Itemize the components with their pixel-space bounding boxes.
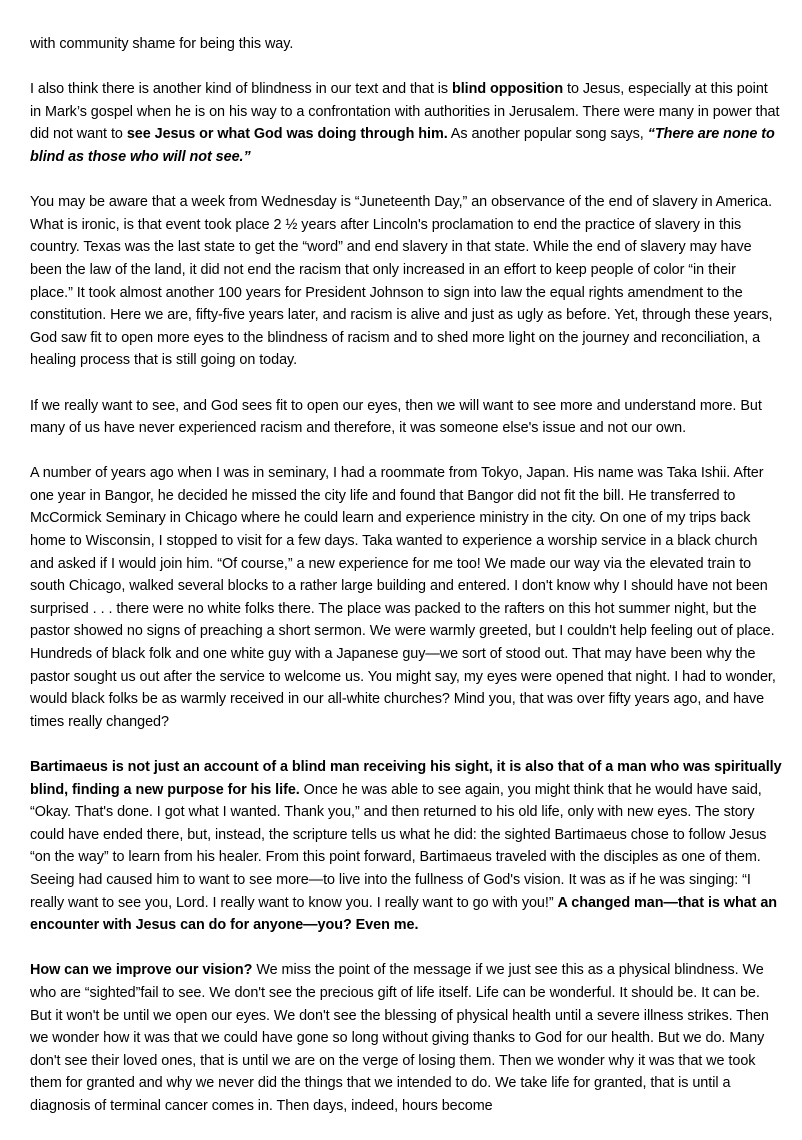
paragraph-text: A number of years ago when I was in seminary, I had a roommate from Tokyo, Japan. His name was Taka Ishii. After one year in Bangor, he decided he missed the city life and found that Bangor did not fit the bill. He transferred to McCormick Seminary in Chicago where he could learn and experience ministry in the city. On one of my trips back home to Wisconsin, I stopped to visit for a few days. Taka wanted to experience a worship service in a black church and asked if I would join him. “Of course,” a new experience for me too! We made our way via the elevated train to south Chicago, walked several blocks to a rather large building and entered. I don't know why I should have not been surprised . . . there were no white folks there. The place was packed to the rafters on this hot summer night, but the pastor showed no signs of preaching a short sermon. We were warmly greeted, but I couldn't help feeling out of place. Hundreds of black folk and one white guy with a Japanese guy—we sort of stood out. That may have been why the pastor sought us out after the service to welcome us. You might say, my eyes were opened that night. I had to wonder, would black folks be as warmly received in our all-white churches? Mind you, that was over fifty years ago, and have times really changed? xyxy=(30,465,776,730)
paragraph-3 xyxy=(30,191,782,372)
paragraph-7 xyxy=(30,959,782,1117)
paragraph-text: with community shame for being this way. xyxy=(30,36,294,52)
paragraph-text: We miss the point of the message if we just see this as a physical blindness. We who are “sighted”fail to see. We don't see the precious gift of life itself. Life can be wonderful. It should be. It can be. But it won't be until we open our eyes. We don't see the blessing of physical health until a severe illness strikes. Then we wonder how it was that we could have gone so long without giving thanks to God for our health. But we do. Many don't see their loved ones, that is until we are on the verge of losing them. Then we wonder why it was that we took them for granted and why we never did the things that we intended to do. We take life for granted, that is until a diagnosis of terminal cancer comes in. Then days, indeed, hours become xyxy=(30,962,769,1114)
paragraph-text: If we really want to see, and God sees fit to open our eyes, then we will want to see more and understand more. But many of us have never experienced racism and therefore, it was someone else's issue and not our own. xyxy=(30,397,762,437)
bold-phrase: blind opposition xyxy=(451,81,564,98)
paragraph-text: Once he was able to see again, you might think that he would have said, “Okay. That's done. I got what I wanted. Thank you,” and then returned to his old life, only with new eyes. The story could have ended there, but, instead, the scripture tells us what he did: the sighted Bartimaeus chose to follow Jesus “on the way” to learn from his healer. From this point forward, Bartimaeus traveled with the disciples as one of them. Seeing had caused him to want to see more—to live into the fullness of God's vision. It was as if he was singing: “I really want to see you, Lord. I really want to know you. I really want to go with you!” xyxy=(30,781,767,911)
paragraph-4 xyxy=(30,395,782,440)
paragraph-6 xyxy=(30,756,782,937)
paragraph-1 xyxy=(30,33,782,56)
paragraph-text: As another popular song says, xyxy=(447,126,648,143)
bold-phrase: How can we improve our vision? xyxy=(30,962,253,979)
paragraph-text: I also think there is another kind of blindness in our text and that is xyxy=(30,81,452,98)
paragraph-text: to Jesus, especially at this point in Mark’s gospel when he is on his way to a confrontation with authorities in Jerusalem. There were many in power that did not want to xyxy=(30,81,780,143)
bold-phrase: see Jesus or what God was doing through him. xyxy=(126,126,448,143)
paragraph-5 xyxy=(30,462,782,733)
bold-phrase: Bartimaeus is not just an account of a blind man receiving his sight, it is also that of a man who was spiritually blind, finding a new purpose for his life. xyxy=(30,759,782,798)
bold-phrase: A changed man—that is what an encounter with Jesus can do for anyone—you? Even me. xyxy=(30,894,778,934)
paragraph-text: You may be aware that a week from Wednesday is “Juneteenth Day,” an observance of the end of slavery in America. What is ironic, is that event took place 2 ½ years after Lincoln's proclamation to end the practice of slavery in this country. Texas was the last state to get the “word” and end slavery in that state. While the end of slavery may have been the law of the land, it did not end the racism that only increased in an effort to keep people of color “in their place.” It took almost another 100 years for President Johnson to sign into law the equal rights amendment to the constitution. Here we are, fifty-five years later, and racism is alive and just as ugly as before. Yet, through these years, God saw fit to open more eyes to the blindness of racism and to shed more light on the journey and reconciliation, a healing process that is still going on today. xyxy=(30,194,773,369)
paragraph-2 xyxy=(30,78,782,168)
bold-italic-quote: “There are none to blind as those who will not see.” xyxy=(30,126,775,165)
document-page xyxy=(30,33,782,1140)
